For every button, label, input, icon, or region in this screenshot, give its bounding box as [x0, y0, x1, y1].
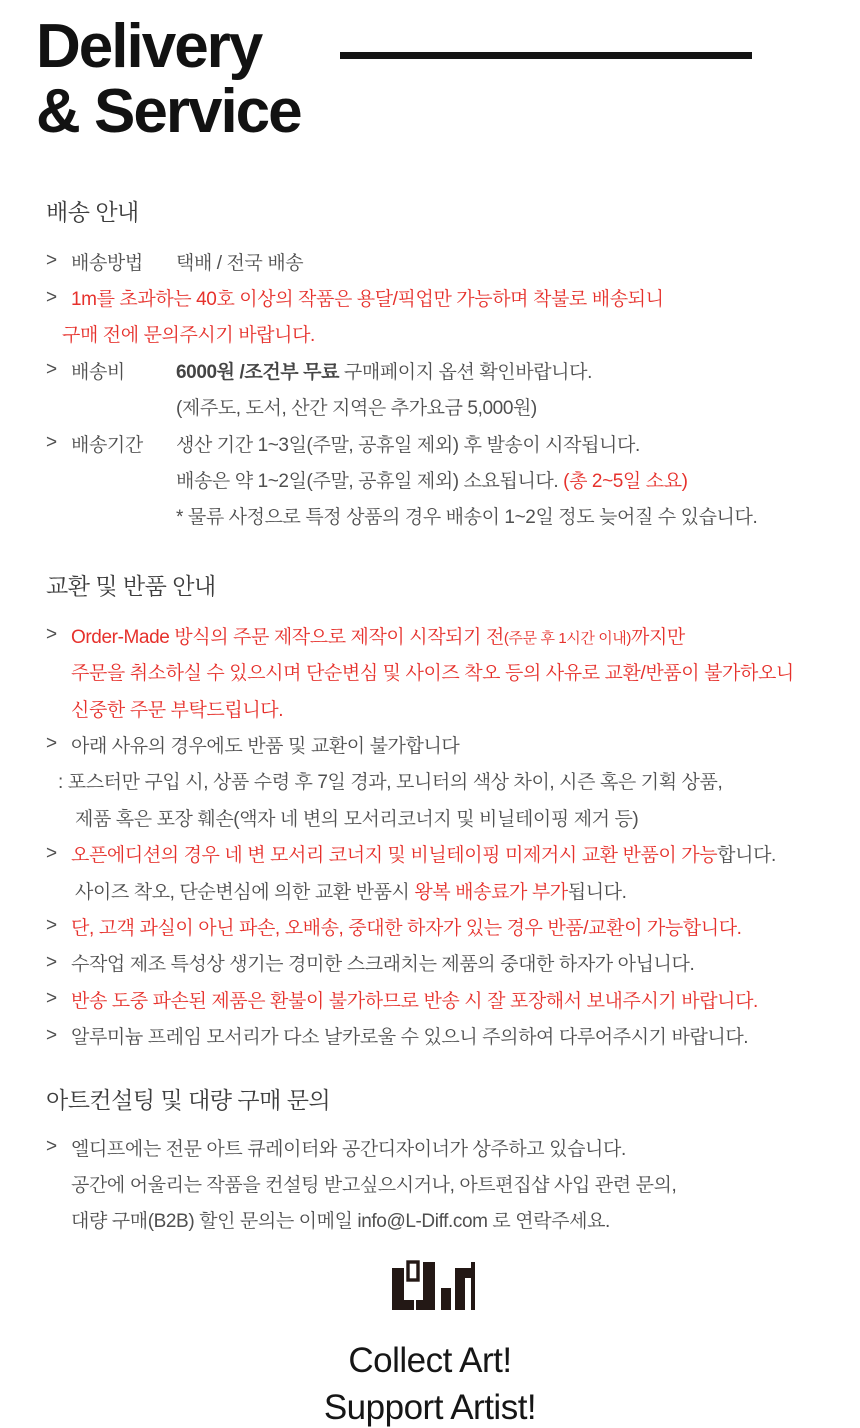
return-damage-line [46, 981, 860, 1017]
no-return-cases-line [46, 726, 860, 762]
bullet-chevron: > [46, 951, 57, 973]
section-title-exchange-return: 교환 및 반품 안내 [46, 573, 216, 600]
total-duration-highlight: (총 2~5일 소요) [563, 471, 688, 493]
shipping-duration-text: 배송은 약 1~2일(주말, 공휴일 제외) 소요됩니다. [176, 471, 564, 493]
bullet-chevron: > [46, 1136, 57, 1157]
round-trip-suffix: 됩니다. [567, 881, 627, 903]
footer-tagline [0, 1337, 860, 1428]
shipping-delay-note [46, 498, 860, 534]
customer-fault-exception-line [46, 908, 860, 944]
section-title-shipping: 배송 안내 [46, 199, 139, 225]
order-made-text [71, 622, 685, 649]
customer-fault-text: 단, 고객 과실이 아닌 파손, 오배송, 중대한 하자가 있는 경우 반품/교환이 가능합니다. [71, 917, 742, 939]
handmade-scratch-line [46, 945, 860, 981]
open-edition-line-1 [46, 835, 860, 871]
shipping-delay-text: * 물류 사정으로 특정 상품의 경우 배송이 1~2일 정도 늦어질 수 있습니다. [176, 507, 758, 529]
consulting-line-1 [46, 1129, 860, 1165]
section-title-art-consulting: 아트컨설팅 및 대량 구매 문의 [46, 1086, 331, 1113]
bullet-chevron: > [46, 1024, 57, 1046]
no-return-cases-detail-1 [46, 763, 860, 799]
open-edition-highlight: 오픈에디션의 경우 네 변 모서리 코너지 및 비닐테이핑 미제거시 교환 반품이 가능 [71, 845, 718, 867]
handmade-scratch-text: 수작업 제조 특성상 생기는 경미한 스크래치는 제품의 중대한 하자가 아닙니다. [71, 954, 695, 976]
return-damage-text: 반송 도중 파손된 제품은 환불이 불가하므로 반송 시 잘 포장해서 보내주시기 바랍니다. [71, 990, 758, 1012]
section-art-consulting [0, 1082, 860, 1238]
order-made-time-limit: (주문 후 1시간 이내) [503, 629, 631, 647]
open-edition-text [71, 840, 776, 867]
page-title-line1: Delivery [36, 12, 262, 81]
consulting-line-2 [46, 1165, 860, 1201]
shipping-method-label: 배송방법 [71, 252, 143, 274]
order-made-main: Order-Made 방식의 주문 제작으로 제작이 시작되기 전 [71, 626, 504, 648]
bullet-chevron: > [46, 250, 57, 272]
footer-logo-area [0, 1260, 860, 1319]
consulting-contact-email-text: 대량 구매(B2B) 할인 문의는 이메일 info@L-Diff.com 로 연락주세요. [71, 1211, 610, 1233]
bullet-chevron: > [46, 286, 57, 308]
order-made-line-3 [46, 690, 860, 726]
open-edition-suffix: 합니다. [717, 845, 776, 867]
no-return-cases-detail-2 [46, 799, 860, 835]
l-diff-logo [385, 1260, 475, 1314]
shipping-fee-amount: 6000원 /조건부 무료 [176, 361, 340, 383]
bullet-chevron: > [46, 915, 57, 937]
shipping-fee-value [176, 357, 592, 384]
shipping-fee-row [46, 352, 860, 388]
shipping-period-value: 생산 기간 1~3일(주말, 공휴일 제외) 후 발송이 시작됩니다. [176, 434, 640, 456]
bullet-chevron: > [46, 733, 57, 755]
order-made-line-1 [46, 617, 860, 653]
tagline-line2: Support Artist! [323, 1387, 537, 1427]
order-made-suffix: 까지만 [631, 626, 685, 648]
shipping-fee-label: 배송비 [71, 361, 125, 383]
no-return-detail-text: 제품 혹은 포장 훼손(액자 네 변의 모서리코너지 및 비닐테이핑 제거 등) [75, 808, 639, 830]
shipping-fee-note: 구매페이지 옵션 확인바랍니다. [339, 361, 592, 383]
aluminum-frame-line [46, 1017, 860, 1053]
shipping-period-label: 배송기간 [71, 434, 143, 456]
no-return-cases-text: 아래 사유의 경우에도 반품 및 교환이 불가합니다 [71, 735, 460, 757]
shipping-fee-extra-text: (제주도, 도서, 산간 지역은 추가요금 5,000원) [176, 398, 537, 420]
oversize-notice-line-1 [46, 279, 860, 315]
bullet-chevron: > [46, 842, 57, 864]
careful-order-text: 신중한 주문 부탁드립니다. [71, 699, 284, 721]
shipping-fee-extra-line [46, 389, 860, 425]
oversize-notice-line-2 [46, 316, 860, 352]
shipping-method-value: 택배 / 전국 배송 [176, 252, 304, 274]
round-trip-prefix: 사이즈 착오, 단순변심에 의한 교환 반품시 [75, 881, 415, 903]
oversize-notice-text: 구매 전에 문의주시기 바랍니다. [62, 325, 315, 347]
bullet-chevron: > [46, 432, 57, 454]
bullet-chevron: > [46, 988, 57, 1010]
consulting-intro-text: 엘디프에는 전문 아트 큐레이터와 공간디자이너가 상주하고 있습니다. [71, 1138, 626, 1160]
consulting-line-3 [46, 1202, 860, 1238]
page-header [0, 0, 860, 160]
shipping-period-text [176, 466, 688, 493]
round-trip-fee-highlight: 왕복 배송료가 부가 [414, 881, 568, 903]
page-title-line2: & Service [36, 77, 301, 146]
title-divider-line [340, 52, 752, 59]
bullet-chevron: > [46, 624, 57, 646]
cancel-policy-text: 주문을 취소하실 수 있으시며 단순변심 및 사이즈 착오 등의 사유로 교환/반품이 불가하오니 [71, 663, 794, 685]
tagline-line1: Collect Art! [348, 1340, 512, 1380]
section-exchange-return [0, 568, 860, 1054]
shipping-period-row [46, 425, 860, 461]
round-trip-fee-text [75, 877, 627, 904]
shipping-method-row [46, 243, 860, 279]
oversize-notice-text: 1m를 초과하는 40호 이상의 작품은 용달/픽업만 가능하며 착불로 배송되니 [71, 289, 664, 311]
open-edition-line-2 [46, 872, 860, 908]
no-return-detail-text: : 포스터만 구입 시, 상품 수령 후 7일 경과, 모니터의 색상 차이, 시즌 혹은 기획 상품, [58, 772, 723, 794]
shipping-period-line-2 [46, 461, 860, 497]
consulting-detail-text: 공간에 어울리는 작품을 컨설팅 받고싶으시거나, 아트편집샵 사입 관련 문의, [71, 1174, 677, 1196]
page-title [36, 14, 860, 144]
order-made-line-2 [46, 654, 860, 690]
section-shipping-info [0, 194, 860, 534]
aluminum-frame-text: 알루미늄 프레임 모서리가 다소 날카로울 수 있으니 주의하여 다루어주시기 바랍니다. [71, 1027, 749, 1049]
bullet-chevron: > [46, 359, 57, 381]
